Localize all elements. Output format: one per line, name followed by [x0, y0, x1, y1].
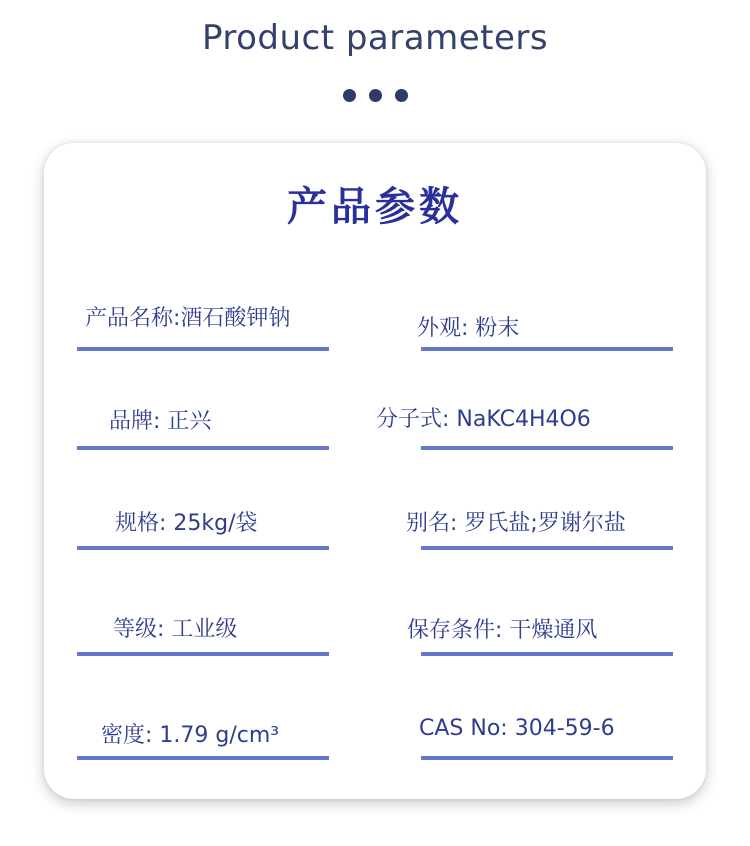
param-underline: [77, 652, 329, 656]
param-density: [77, 700, 329, 760]
param-underline: [77, 347, 329, 351]
param-alias: [406, 490, 673, 550]
param-underline: [77, 756, 329, 760]
param-label: 分子式:: [376, 407, 450, 432]
dot-icon: [369, 89, 382, 102]
param-underline: [421, 652, 673, 656]
dot-icon: [343, 89, 356, 102]
param-label: 等级:: [113, 617, 165, 642]
param-value: 粉末: [475, 316, 520, 341]
param-underline: [77, 446, 329, 450]
param-value: 正兴: [167, 409, 212, 434]
param-grade: [77, 596, 329, 656]
card-title: 产品参数: [287, 184, 463, 230]
param-underline: [421, 347, 673, 351]
param-spec: [77, 490, 329, 550]
param-value: 1.79 g/cm³: [159, 723, 280, 748]
page-title: Product parameters: [201, 18, 549, 58]
param-label: 密度:: [101, 723, 153, 748]
parameters-card: [44, 143, 706, 799]
param-value: 工业级: [171, 617, 238, 642]
param-formula: [376, 390, 673, 450]
param-underline: [421, 546, 673, 550]
param-appearance: [417, 291, 673, 351]
param-value: 25kg/袋: [173, 511, 258, 536]
param-underline: [421, 756, 673, 760]
param-label: 产品名称:: [85, 306, 181, 331]
param-storage: [407, 596, 673, 656]
dot-icon: [395, 89, 408, 102]
decorative-dots: [0, 89, 750, 102]
param-label: CAS No:: [419, 716, 508, 741]
param-value: 干燥通风: [509, 618, 598, 643]
param-value: 罗氏盐;罗谢尔盐: [464, 511, 626, 536]
param-underline: [77, 546, 329, 550]
param-underline: [421, 446, 673, 450]
param-cas: [421, 700, 673, 760]
param-value: 304-59-6: [514, 716, 615, 741]
param-value: NaKC4H4O6: [456, 407, 591, 432]
param-brand: [77, 390, 329, 450]
param-label: 别名:: [406, 511, 458, 536]
param-value: 酒石酸钾钠: [180, 306, 291, 331]
param-label: 规格:: [115, 511, 167, 536]
param-product-name: [77, 291, 329, 351]
param-label: 保存条件:: [407, 618, 503, 643]
param-label: 品牌:: [109, 409, 161, 434]
param-label: 外观:: [417, 316, 469, 341]
